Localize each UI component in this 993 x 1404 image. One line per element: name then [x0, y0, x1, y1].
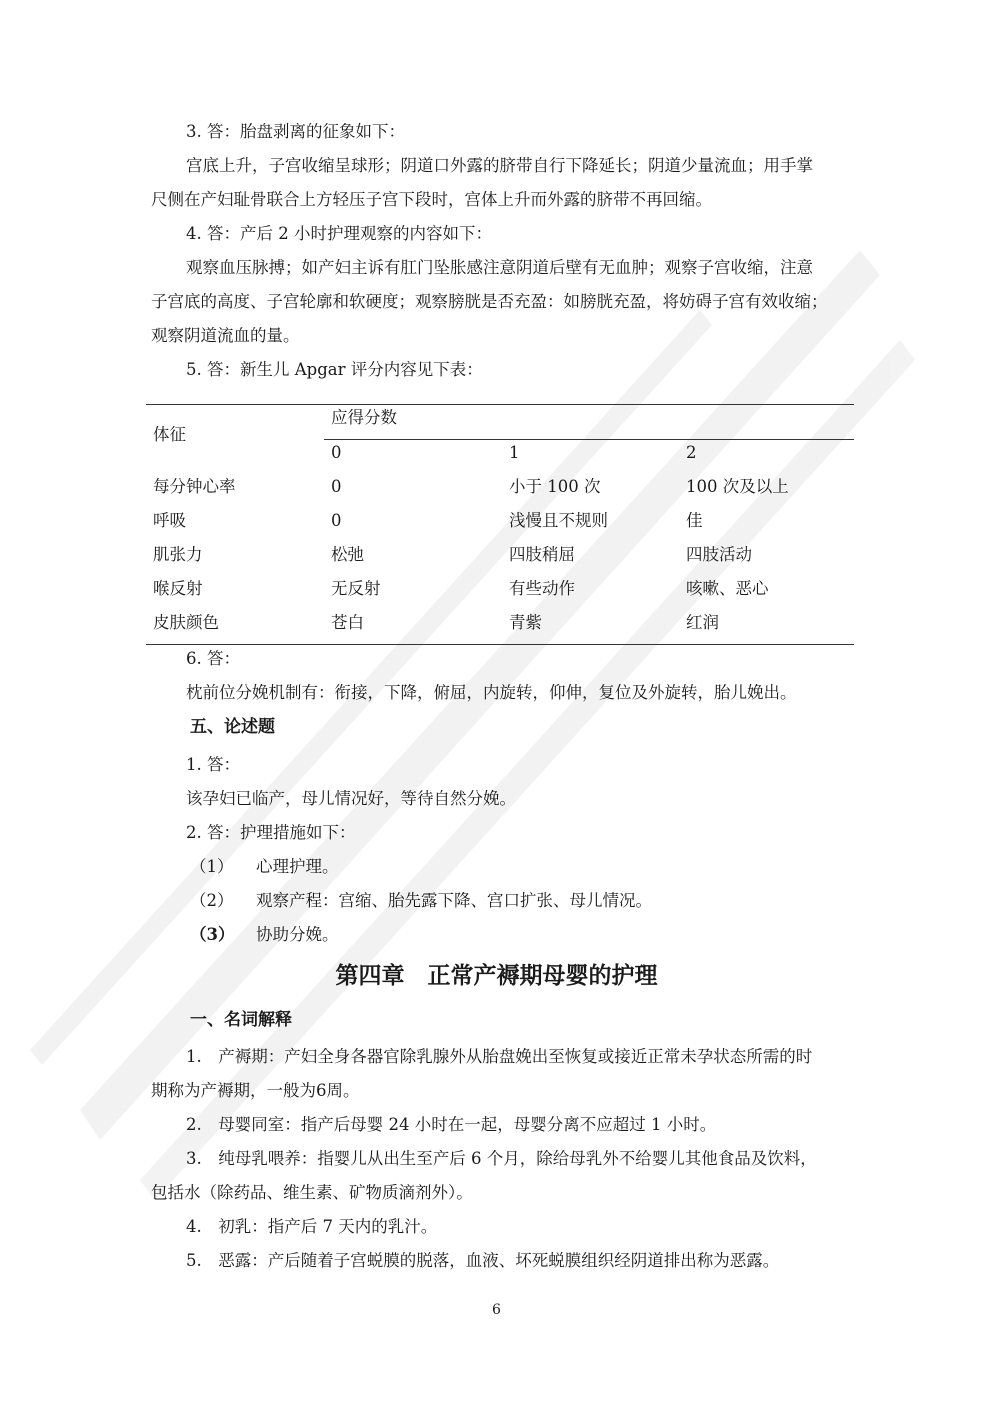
row-sign: 肌张力: [153, 545, 203, 564]
section-1-heading: 一、名词解释: [190, 1010, 292, 1030]
answer-3-line-1: 宫底上升，子宫收缩呈球形；阴道口外露的脐带自行下降延长；阴道少量流血；用手掌: [186, 156, 813, 175]
table-subheader-rule: [324, 439, 854, 440]
list-item-number: （3）: [190, 925, 235, 944]
row-sign: 皮肤颜色: [153, 613, 219, 632]
essay-q1-title: 1. 答：: [186, 755, 240, 774]
term-2: 2. 母婴同室：指产后母婴 24 小时在一起，母婴分离不应超过 1 小时。: [186, 1115, 717, 1134]
list-item-number: （1）: [190, 857, 234, 876]
answer-3-line-2: 尺侧在产妇耻骨联合上方轻压子宫下段时，宫体上升而外露的脐带不再回缩。: [151, 190, 712, 209]
table-header-sign: 体征: [153, 425, 186, 444]
answer-4-title: 4. 答：产后 2 小时护理观察的内容如下：: [186, 224, 492, 243]
answer-6-body: 枕前位分娩机制有：衔接，下降，俯屈，内旋转，仰伸，复位及外旋转，胎儿娩出。: [186, 683, 797, 702]
score-header-1: 1: [509, 443, 520, 462]
term-4: 4. 初乳：指产后 7 天内的乳汁。: [186, 1217, 438, 1236]
row-score-2: 红润: [686, 613, 719, 632]
row-score-1: 青紫: [509, 613, 542, 632]
row-score-2: 四肢活动: [686, 545, 752, 564]
row-score-0: 松弛: [331, 545, 364, 564]
answer-5-title: 5. 答：新生儿 Apgar 评分内容见下表：: [186, 360, 483, 379]
row-score-0: 0: [331, 511, 342, 530]
term-1-line-1: 1. 产褥期：产妇全身各器官除乳腺外从胎盘娩出至恢复或接近正常未孕状态所需的时: [186, 1047, 813, 1066]
answer-6-title: 6. 答：: [186, 649, 240, 668]
row-score-2: 佳: [686, 511, 703, 530]
row-score-0: 苍白: [331, 613, 364, 632]
page-number: 6: [492, 1302, 501, 1318]
row-score-0: 无反射: [331, 579, 381, 598]
table-bottom-rule: [146, 644, 854, 645]
term-5: 5. 恶露：产后随着子宫蜕膜的脱落，血液、坏死蜕膜组织经阴道排出称为恶露。: [186, 1251, 780, 1270]
term-3-line-1: 3. 纯母乳喂养：指婴儿从出生至产后 6 个月，除给母乳外不给婴儿其他食品及饮料，: [186, 1149, 817, 1168]
score-header-0: 0: [331, 443, 342, 462]
essay-q1-body: 该孕妇已临产，母儿情况好，等待自然分娩。: [186, 789, 516, 808]
row-score-1: 有些动作: [509, 579, 575, 598]
row-score-0: 0: [331, 477, 342, 496]
essay-q2-title: 2. 答：护理措施如下：: [186, 823, 356, 842]
row-sign: 喉反射: [153, 579, 203, 598]
row-score-1: 浅慢且不规则: [509, 511, 608, 530]
term-3-line-2: 包括水（除药品、维生素、矿物质滴剂外）。: [151, 1183, 473, 1202]
row-score-1: 四肢稍屈: [509, 545, 575, 564]
score-header-2: 2: [686, 443, 697, 462]
row-score-1: 小于 100 次: [509, 477, 601, 496]
list-item-text: 心理护理。: [256, 857, 339, 876]
answer-4-line-3: 观察阴道流血的量。: [151, 326, 300, 345]
row-sign: 每分钟心率: [153, 477, 236, 496]
row-score-2: 咳嗽、恶心: [686, 579, 769, 598]
list-item-number: （2）: [190, 891, 234, 910]
row-sign: 呼吸: [153, 511, 186, 530]
row-score-2: 100 次及以上: [686, 477, 789, 496]
answer-3-title: 3. 答：胎盘剥离的征象如下：: [186, 122, 405, 141]
list-item-text: 协助分娩。: [256, 925, 339, 944]
chapter-title: 第四章 正常产褥期母婴的护理: [335, 963, 658, 989]
answer-4-line-2: 子宫底的高度、子宫轮廓和软硬度；观察膀胱是否充盈：如膀胱充盈，将妨碍子宫有效收缩；: [151, 292, 828, 311]
table-top-rule: [146, 404, 854, 405]
answer-4-line-1: 观察血压脉搏；如产妇主诉有肛门坠胀感注意阴道后壁有无血肿；观察子宫收缩，注意: [186, 258, 813, 277]
term-1-line-2: 期称为产褥期，一般为6周。: [151, 1081, 360, 1100]
table-header-score: 应得分数: [331, 408, 397, 427]
list-item-text: 观察产程：宫缩、胎先露下降、宫口扩张、母儿情况。: [256, 891, 652, 910]
section-5-heading: 五、论述题: [190, 717, 275, 737]
